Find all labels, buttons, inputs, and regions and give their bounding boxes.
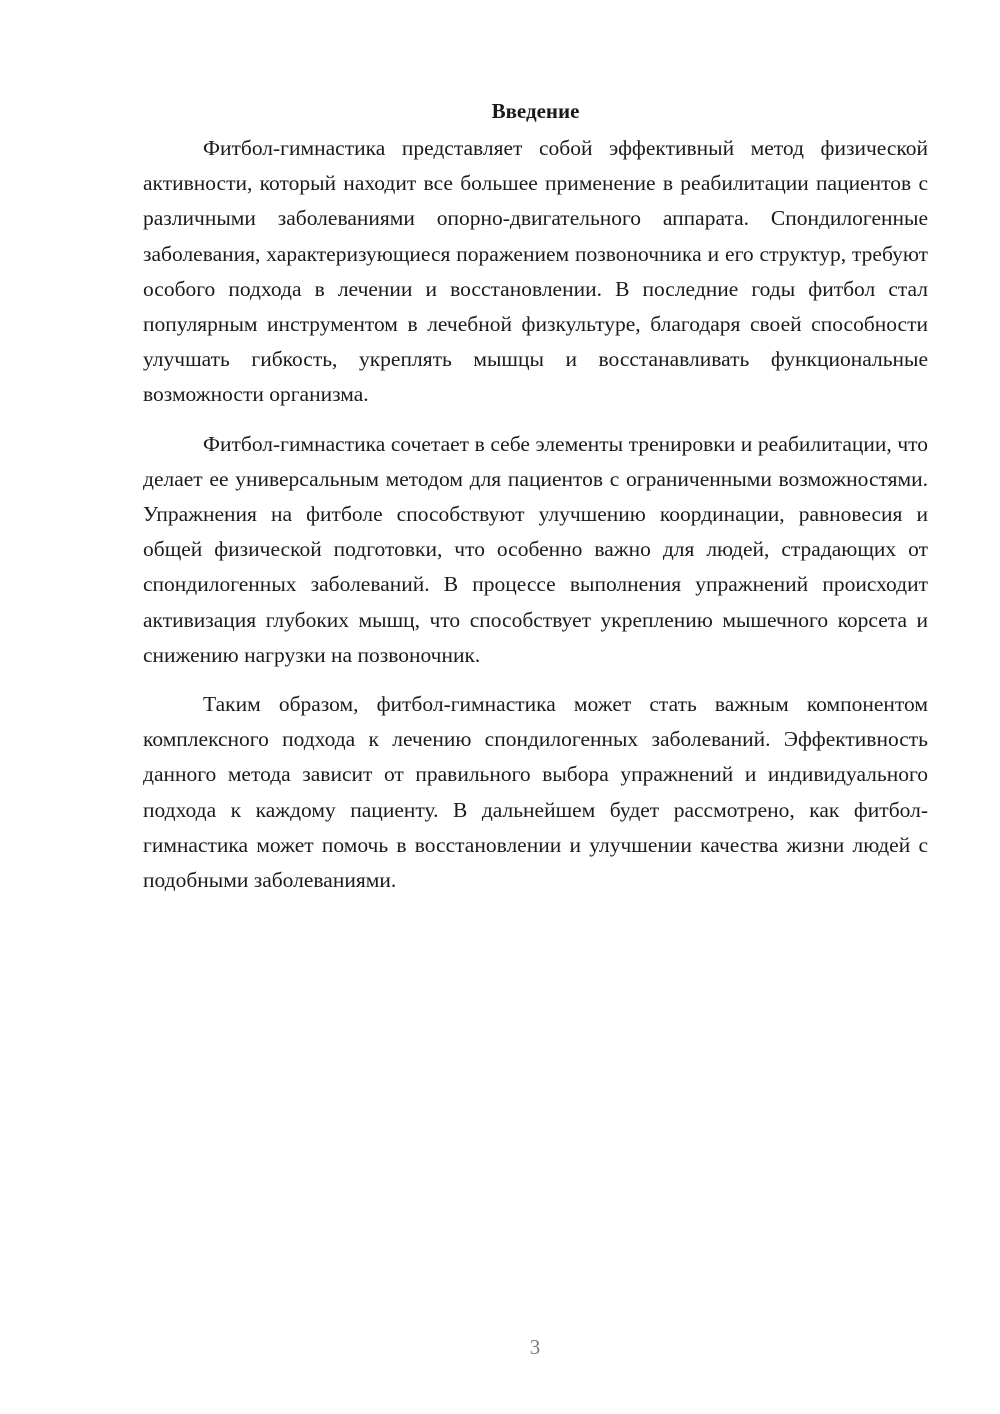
paragraph-2: Фитбол-гимнастика сочетает в себе элементы тренировки и реабилитации, что делает ее универсальным методом для пациентов с ограниченными возможностями. Упражнения на фитболе способствуют улучшению координации, равновесия и общей физической подготовки, что особенно важно для людей, страдающих от спондилогенных заболеваний. В процессе выполнения упражнений происходит активизация глубоких мышц, что способствует укреплению мышечного корсета и снижению нагрузки на позвоночник.: [143, 431, 928, 667]
paragraph-3: Таким образом, фитбол-гимнастика может стать важным компонентом комплексного подхода к лечению спондилогенных заболеваний. Эффективность данного метода зависит от правильного выбора упражнений и индивидуального подхода к каждому пациенту. В дальнейшем будет рассмотрено, как фитбол-гимнастика может помочь в восстановлении и улучшении качества жизни людей с подобными заболеваниями.: [143, 692, 928, 893]
section-heading: Введение: [491, 99, 580, 123]
page-number: 3: [529, 1335, 541, 1359]
page-content: [143, 97, 928, 912]
paragraph-1: Фитбол-гимнастика представляет собой эффективный метод физической активности, который находит все большее применение в реабилитации пациентов с различными заболеваниями опорно-двигательного аппарата. Спондилогенные заболевания, характеризующиеся поражением позвоночника и его структур, требуют особого подхода в лечении и восстановлении. В последние годы фитбол стал популярным инструментом в лечебной физкультуре, благодаря своей способности улучшать гибкость, укреплять мышцы и восстанавливать функциональные возможности организма.: [143, 136, 928, 407]
